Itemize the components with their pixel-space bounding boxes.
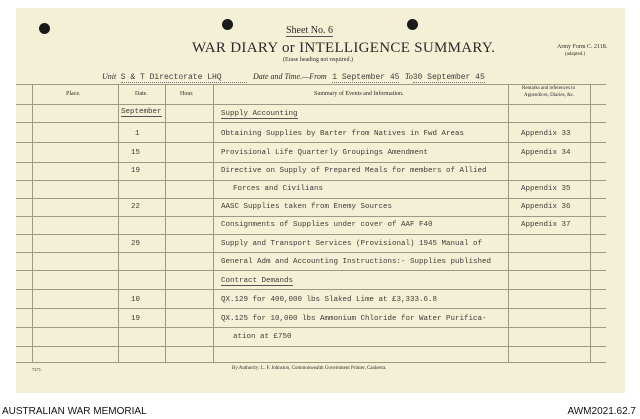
table-bottom-rule bbox=[16, 362, 606, 363]
row-summary: QX.129 for 400,000 lbs Slaked Lime at £3,333.6.8 bbox=[221, 296, 438, 304]
row-summary: Provisional Life Quarterly Groupings Amendment bbox=[221, 149, 429, 157]
date-line bbox=[253, 72, 485, 83]
row-remark: Appendix 35 bbox=[521, 185, 571, 193]
punch-hole-middle bbox=[222, 19, 233, 30]
from-date: 1 September 45 bbox=[332, 73, 400, 82]
row-rule bbox=[16, 216, 606, 217]
row-summary: Consignments of Supplies under cover of AAF F40 bbox=[221, 221, 433, 229]
table-top-rule bbox=[16, 84, 606, 85]
to-date: 30 September 45 bbox=[412, 73, 485, 82]
row-rule bbox=[16, 252, 606, 253]
row-rule bbox=[16, 122, 606, 123]
row-remark: Appendix 37 bbox=[521, 221, 571, 229]
row-date: 29 bbox=[131, 240, 141, 248]
diary-sheet bbox=[16, 8, 625, 393]
unit-label: Unit bbox=[102, 72, 117, 81]
row-date: 22 bbox=[131, 203, 141, 211]
army-form-adapted: (adapted.) bbox=[565, 52, 586, 57]
army-form-ref: Army Form C. 2118. bbox=[557, 44, 608, 50]
col-rule bbox=[590, 84, 591, 362]
print-code: 7271. bbox=[32, 367, 43, 372]
row-summary: QX.125 for 10,000 lbs Ammonium Chloride for Water Purifica- bbox=[221, 315, 487, 323]
col-header-place: Place. bbox=[66, 91, 81, 97]
row-remark: Appendix 36 bbox=[521, 203, 571, 211]
punch-hole-left bbox=[39, 23, 50, 34]
row-rule bbox=[16, 180, 606, 181]
printer-imprint: By Authority: L. F. Johnston, Commonwealth Government Printer, Canberra. bbox=[232, 366, 387, 371]
row-summary: General Adm and Accounting Instructions:- Supplies published bbox=[221, 258, 492, 266]
row-summary: Obtaining Supplies by Barter from Natives in Fwd Areas bbox=[221, 130, 465, 138]
col-header-summary: Summary of Events and Information. bbox=[314, 91, 404, 97]
row-remark: Appendix 34 bbox=[521, 149, 571, 157]
sheet-number: Sheet No. 6 bbox=[286, 25, 333, 36]
row-rule bbox=[16, 142, 606, 143]
row-remark: Appendix 33 bbox=[521, 130, 571, 138]
row-date: 1 bbox=[135, 130, 140, 138]
col-header-remarks-1: Remarks and references to bbox=[522, 86, 576, 91]
row-summary: Contract Demands bbox=[221, 277, 294, 285]
col-rule bbox=[118, 84, 119, 362]
row-summary: Supply and Transport Services (Provisional) 1945 Manual of bbox=[221, 240, 483, 248]
row-date: September bbox=[121, 108, 162, 116]
row-date: 15 bbox=[131, 149, 141, 157]
unit-line bbox=[102, 72, 247, 83]
col-header-date: Date. bbox=[135, 91, 148, 97]
row-rule bbox=[16, 289, 606, 290]
row-date: 19 bbox=[131, 167, 141, 175]
col-header-hour: Hour. bbox=[180, 91, 194, 97]
row-rule bbox=[16, 308, 606, 309]
row-rule bbox=[16, 162, 606, 163]
col-rule bbox=[508, 84, 509, 362]
to-label: To bbox=[405, 72, 413, 81]
row-rule bbox=[16, 327, 606, 328]
form-subtitle: (Erase heading not required.) bbox=[283, 57, 353, 63]
header-rule bbox=[16, 104, 606, 105]
row-summary: ation at £750 bbox=[233, 333, 292, 341]
row-date: 10 bbox=[131, 296, 141, 304]
row-rule bbox=[16, 234, 606, 235]
row-rule bbox=[16, 346, 606, 347]
date-label: Date and Time.—From bbox=[253, 72, 327, 81]
row-summary: AASC Supplies taken from Enemy Sources bbox=[221, 203, 393, 211]
archive-reference: AWM2021.62.7 bbox=[567, 406, 636, 417]
col-rule bbox=[213, 84, 214, 362]
unit-value: S & T Directorate LHQ bbox=[121, 73, 247, 83]
row-summary: Directive on Supply of Prepared Meals for members of Allied bbox=[221, 167, 487, 175]
punch-hole-right bbox=[407, 19, 418, 30]
archive-name: AUSTRALIAN WAR MEMORIAL bbox=[2, 406, 147, 417]
col-rule bbox=[165, 84, 166, 362]
row-date: 19 bbox=[131, 315, 141, 323]
row-summary: Forces and Civilians bbox=[233, 185, 324, 193]
row-rule bbox=[16, 270, 606, 271]
form-title: WAR DIARY or INTELLIGENCE SUMMARY. bbox=[192, 40, 496, 56]
col-header-remarks-2: Appendices, Diaries, &c. bbox=[524, 93, 575, 98]
archive-footer bbox=[0, 395, 640, 419]
col-rule bbox=[32, 84, 33, 362]
row-summary: Supply Accounting bbox=[221, 110, 298, 118]
row-rule bbox=[16, 198, 606, 199]
